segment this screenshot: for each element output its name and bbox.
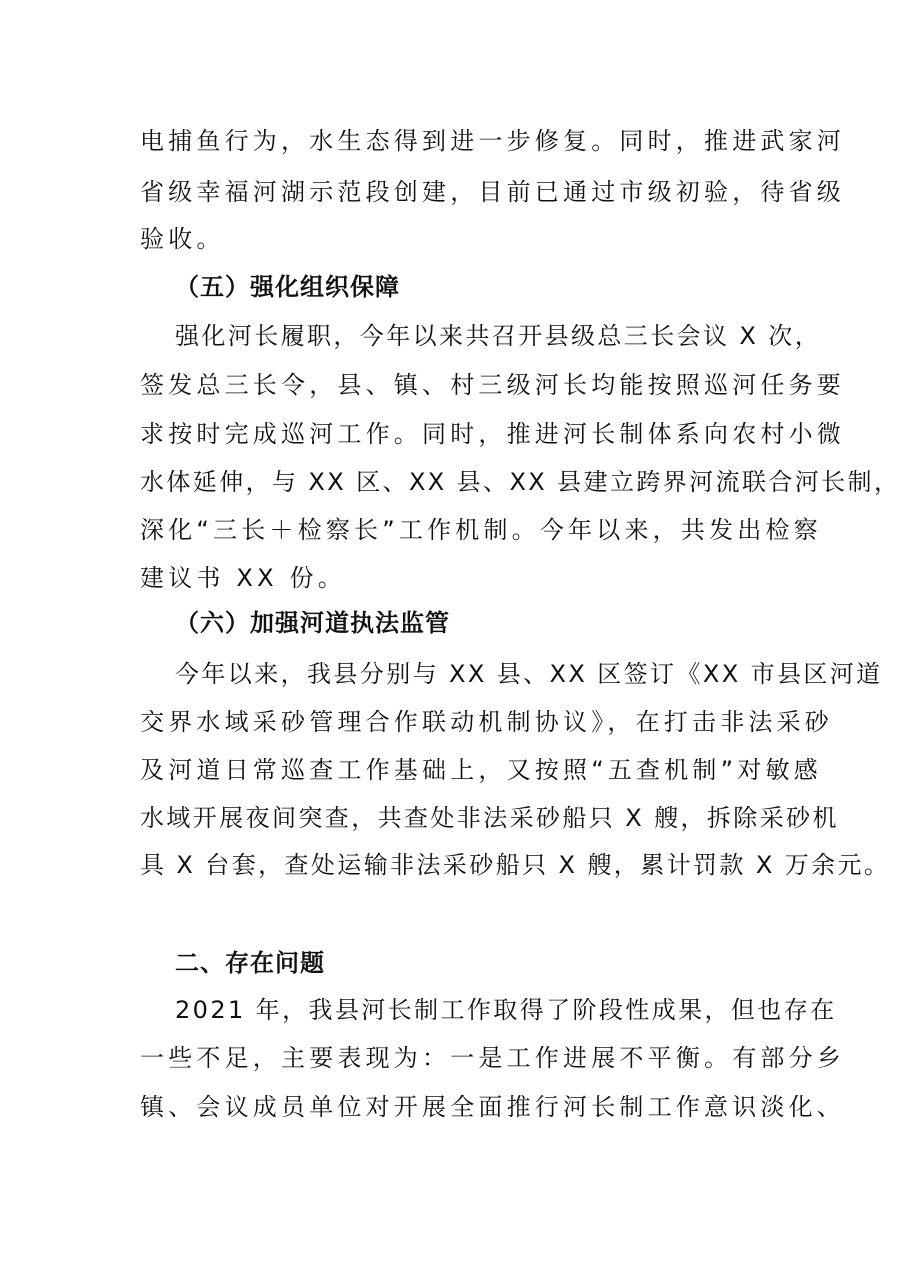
paragraph-line: 省级幸福河湖示范段创建，目前已通过市级初验，待省级 (140, 178, 845, 206)
paragraph-line: 电捕鱼行为，水生态得到进一步修复。同时，推进武家河 (140, 127, 845, 155)
paragraph-line: 强化河长履职，今年以来共召开县级总三长会议 X 次， (175, 322, 822, 350)
paragraph-line: 交界水域采砂管理合作联动机制协议》，在打击非法采砂 (140, 708, 833, 736)
paragraph-line: 水域开展夜间突查，共查处非法采砂船只 X 艘，拆除采砂机 (140, 804, 839, 832)
paragraph-line: 签发总三长令，县、镇、村三级河长均能按照巡河任务要 (140, 371, 845, 399)
paragraph-line: 2021 年，我县河长制工作取得了阶段性成果，但也存在 (175, 996, 837, 1024)
paragraph-line: 今年以来，我县分别与 XX 县、XX 区签订《XX 市县区河道 (175, 660, 883, 688)
paragraph-line: 深化“三长＋检察长”工作机制。今年以来，共发出检察 (140, 516, 822, 544)
paragraph-line: 一些不足，主要表现为：一是工作进展不平衡。有部分乡 (140, 1044, 845, 1072)
paragraph-line: 及河道日常巡查工作基础上，又按照“五查机制”对敏感 (140, 756, 822, 784)
paragraph-line: 验收。 (140, 225, 225, 253)
paragraph-line: 镇、会议成员单位对开展全面推行河长制工作意识淡化、 (140, 1093, 845, 1121)
paragraph-line: 具 X 台套，查处运输非法采砂船只 X 艘，累计罚款 X 万余元。 (140, 851, 891, 879)
paragraph-line: 建议书 XX 份。 (140, 564, 346, 592)
part-heading-2: 二、存在问题 (175, 949, 325, 977)
section-heading-5: （五）强化组织保障 (175, 273, 400, 301)
section-heading-6: （六）加强河道执法监管 (175, 609, 450, 637)
paragraph-line: 求按时完成巡河工作。同时，推进河长制体系向农村小微 (140, 420, 845, 448)
paragraph-line: 水体延伸，与 XX 区、XX 县、XX 县建立跨界河流联合河长制， (140, 468, 901, 496)
